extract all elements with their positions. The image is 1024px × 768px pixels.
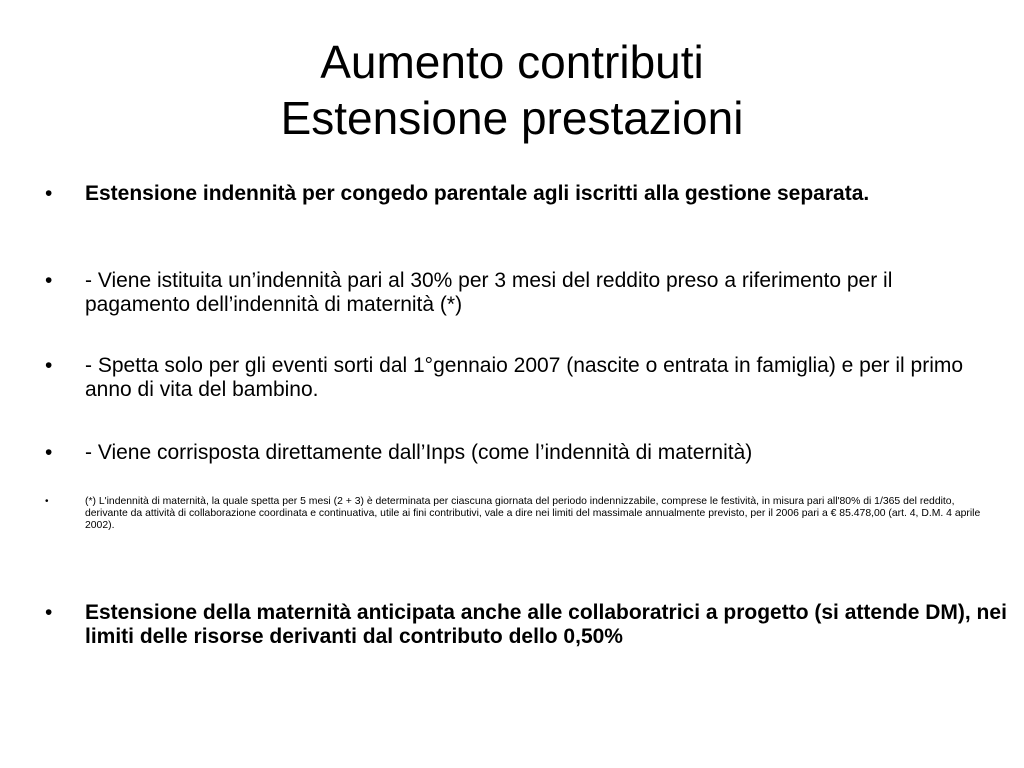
bullet-item-eligibility-2007 [45,354,995,404]
bullet-text: - Viene corrisposta direttamente dall’Inps (come l’indennità di maternità) [85,441,753,464]
bullet-item-paid-by-inps [45,441,995,467]
bullet-dot-icon: • [45,496,49,507]
bullet-text: Estensione della maternità anticipata anche alle collaboratrici a progetto (si attende DM), nei limiti delle risorse derivanti dal contributo dello 0,50% [85,601,1007,648]
bullet-text: - Spetta solo per gli eventi sorti dal 1°gennaio 2007 (nascite o entrata in famiglia) e per il primo anno di vita del bambino. [85,354,964,401]
bullet-text: - Viene istituita un’indennità pari al 30% per 3 mesi del reddito preso a riferimento per il pagamento dell’indennità di maternità (*) [85,269,893,316]
bullet-text: Estensione indennità per congedo parentale agli iscritti alla gestione separata. [85,182,870,205]
bullet-item-footnote [45,496,995,536]
slide-title-line-1: Aumento contributi [320,36,704,88]
bullet-dot-icon: • [45,269,53,292]
bullet-dot-icon: • [45,441,53,464]
bullet-item-early-maternity [45,601,1007,651]
footnote-text: (*) L'indennità di maternità, la quale spetta per 5 mesi (2 + 3) è determinata per ciascuna giornata del periodo indennizzabile, comprese le festività, in misura pari all'80% di 1/365 del reddito, derivante da attività di collaborazione coordinata e continuativa, utile ai fini contributivi, vale a dire nei limiti del massimale annualmente previsto, per il 2006 pari a € 85.478,00 (art. 4, D.M. 4 aprile 2002). [85,496,981,531]
bullet-item-indemnity-30 [45,269,995,319]
bullet-dot-icon: • [45,354,53,377]
bullet-item-parental-leave [45,182,995,232]
bullet-dot-icon: • [45,182,53,205]
bullet-dot-icon: • [45,601,53,624]
slide-title-line-2: Estensione prestazioni [280,92,744,144]
